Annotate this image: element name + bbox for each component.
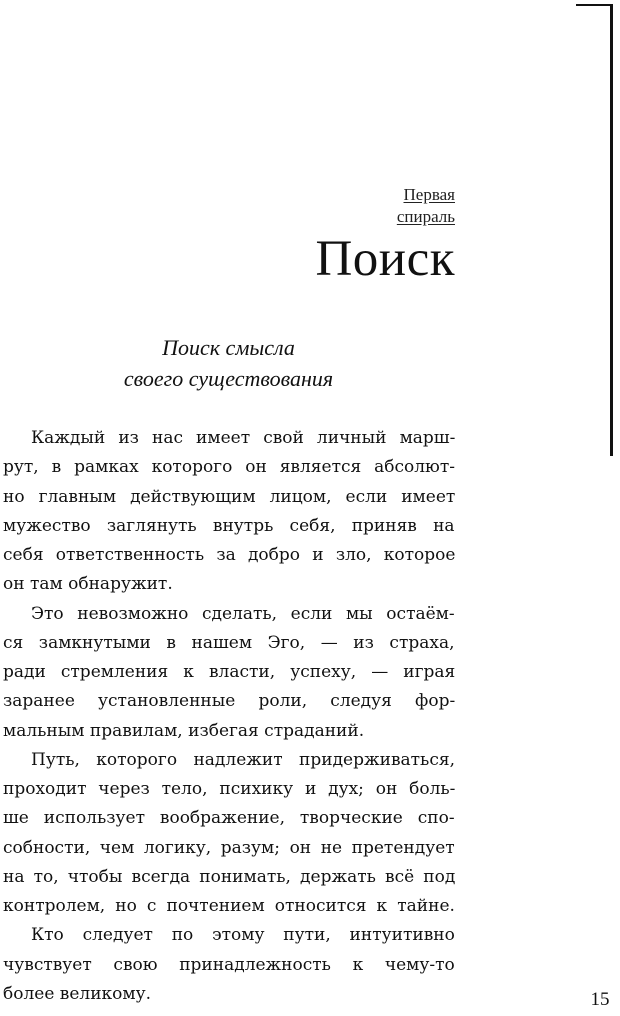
part-label-line-2: спираль xyxy=(396,207,455,226)
page-edge-rule xyxy=(610,4,613,456)
section-title-line-1: Поиск смысла xyxy=(162,335,295,360)
body-line: собности, чем логику, разум; он не претендует xyxy=(3,837,455,858)
body-line: Кто следует по этому пути, интуитивно xyxy=(31,925,455,946)
body-line: на то, чтобы всегда понимать, держать всё под xyxy=(3,866,456,887)
body-line: но главным действующим лицом, если имеет xyxy=(3,486,456,507)
body-line: мужество заглянуть внутрь себя, приняв на xyxy=(3,515,455,536)
body-line: он там обнаружит. xyxy=(3,574,173,595)
body-line: Каждый из нас имеет свой личный марш- xyxy=(31,428,456,448)
body-line: чувствует свою принадлежность к чему-то xyxy=(3,954,455,975)
body-line: ради стремления к власти, успеху, — играя xyxy=(3,662,456,682)
body-line: ся замкнутыми в нашем Эго, — из страха, xyxy=(3,632,455,653)
body-line: более великому. xyxy=(3,983,152,1004)
body-line: заранее установленные роли, следуя фор- xyxy=(3,691,456,712)
page-number: 15 xyxy=(590,989,610,1010)
body-line: ше использует воображение, творческие спо- xyxy=(3,808,455,829)
part-label-line-1: Первая xyxy=(403,185,455,204)
body-line: себя ответственность за добро и зло, которое xyxy=(3,545,456,565)
chapter-title: Поиск xyxy=(315,231,455,287)
body-line: проходит через тело, психику и дух; он боль- xyxy=(3,779,456,799)
body-line: Путь, которого надлежит придерживаться, xyxy=(31,749,455,770)
body-line: рут, в рамках которого он является абсолют- xyxy=(3,457,456,478)
page-corner-mark-top xyxy=(576,4,612,6)
body-line: Это невозможно сделать, если мы остаём- xyxy=(31,603,455,624)
body-line: мальным правилам, избегая страданий. xyxy=(3,720,365,741)
section-title-line-2: своего существования xyxy=(123,366,334,391)
body-line: контролем, но с почтением относится к тайне. xyxy=(3,896,455,916)
